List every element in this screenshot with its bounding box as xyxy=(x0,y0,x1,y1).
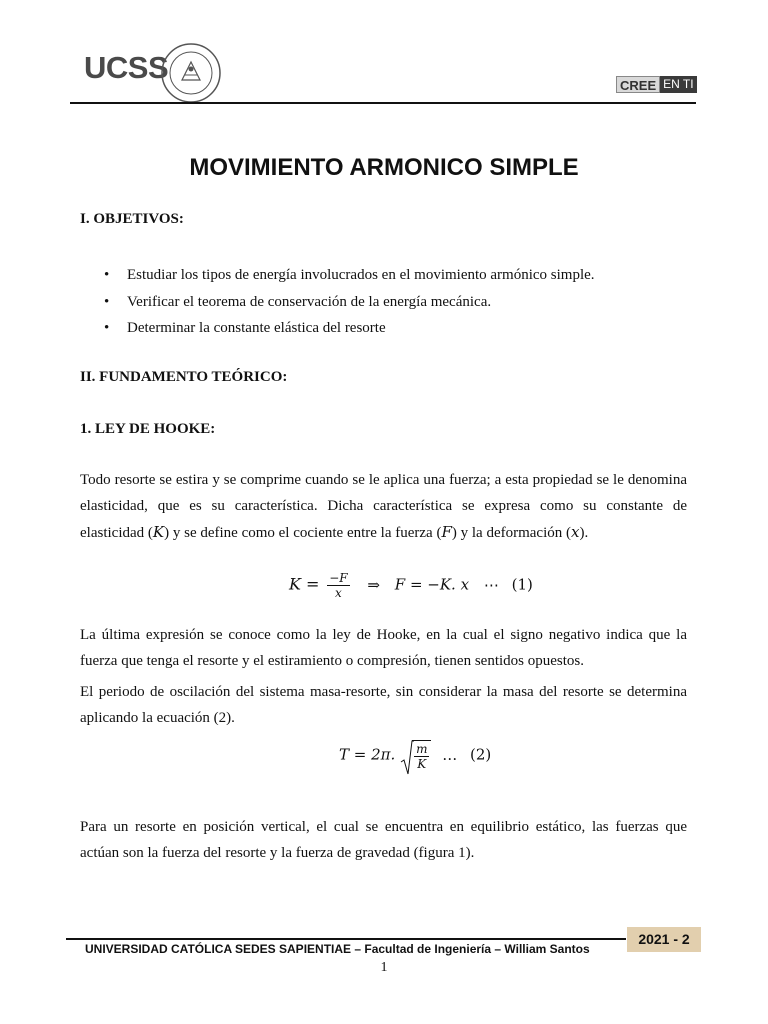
text-line: actúan son la fuerza del resorte y la fuerza de gravedad (figura 1). xyxy=(80,845,475,861)
objective-text: Verificar el teorema de conservación de la energía mecánica. xyxy=(127,293,492,310)
paragraph-hooke-law xyxy=(80,622,687,674)
document-title: MOVIMIENTO ARMONICO SIMPLE xyxy=(189,154,579,181)
section-fundamento-heading: II. FUNDAMENTO TEÓRICO: xyxy=(80,369,288,385)
text-line: elasticidad, que es su característica. Dicha característica se expresa como su constante de xyxy=(80,498,687,514)
objective-text: Determinar la constante elástica del resorte xyxy=(127,320,386,336)
list-item: • Determinar la constante elástica del resorte xyxy=(104,320,386,336)
list-item: • Estudiar los tipos de energía involucrados en el movimiento armónico simple. xyxy=(104,267,595,283)
equation-hooke: K = $\frac{-F}{x}$ ⇒ F = −K. x ⋯ (1) xyxy=(289,571,533,600)
footer-text: UNIVERSIDAD CATÓLICA SEDES SAPIENTIAE – Facultad de Ingeniería – William Santos xyxy=(85,942,590,956)
text-line: elasticidad (K) y se define como el cociente entre la fuerza (F) y la deformación (x). xyxy=(80,523,589,541)
badge-left: CREE xyxy=(616,76,660,93)
square-root: $\frac{m}{K}$ xyxy=(400,740,431,771)
objective-text: Estudiar los tipos de energía involucrados en el movimiento armónico simple. xyxy=(127,267,595,283)
text-line: La última expresión se conoce como la ley de Hooke, en la cual el signo negativo indica que la xyxy=(80,627,687,643)
fraction: $\frac{-F}{x}$ xyxy=(329,571,348,600)
list-item: • Verificar el teorema de conservación de la energía mecánica. xyxy=(104,293,492,310)
text-line: aplicando la ecuación (2). xyxy=(80,710,235,726)
footer-divider xyxy=(66,938,626,940)
subsection-hooke-heading: 1. LEY DE HOOKE: xyxy=(80,421,216,437)
equation-period: T = 2π. $\frac{m}{K}$ … (2) xyxy=(339,740,491,771)
objectives-list xyxy=(80,262,700,342)
text-line: Todo resorte se estira y se comprime cuando se le aplica una fuerza; a esta propiedad se le denomina xyxy=(80,472,687,488)
page-number: 1 xyxy=(380,960,388,975)
text-line: fuerza que tenga el resorte y el estiramiento o compresión, tienen sentidos opuestos. xyxy=(80,653,585,669)
cree-en-ti-badge xyxy=(616,76,697,93)
text-line: El periodo de oscilación del sistema masa-resorte, sin considerar la masa del resorte se determina xyxy=(80,684,687,700)
semester-badge: 2021 - 2 xyxy=(627,927,701,952)
header-divider xyxy=(70,102,696,104)
ucss-logo: UCSS xyxy=(84,50,169,85)
university-seal-icon xyxy=(160,42,222,109)
paragraph-vertical-spring xyxy=(80,814,687,866)
badge-right: EN TI xyxy=(660,76,696,93)
paragraph-elasticity xyxy=(80,467,687,546)
text-line: Para un resorte en posición vertical, el cual se encuentra en equilibrio estático, las fuerzas que xyxy=(80,819,687,835)
section-objetivos-heading: I. OBJETIVOS: xyxy=(80,211,184,227)
paragraph-period xyxy=(80,679,687,731)
